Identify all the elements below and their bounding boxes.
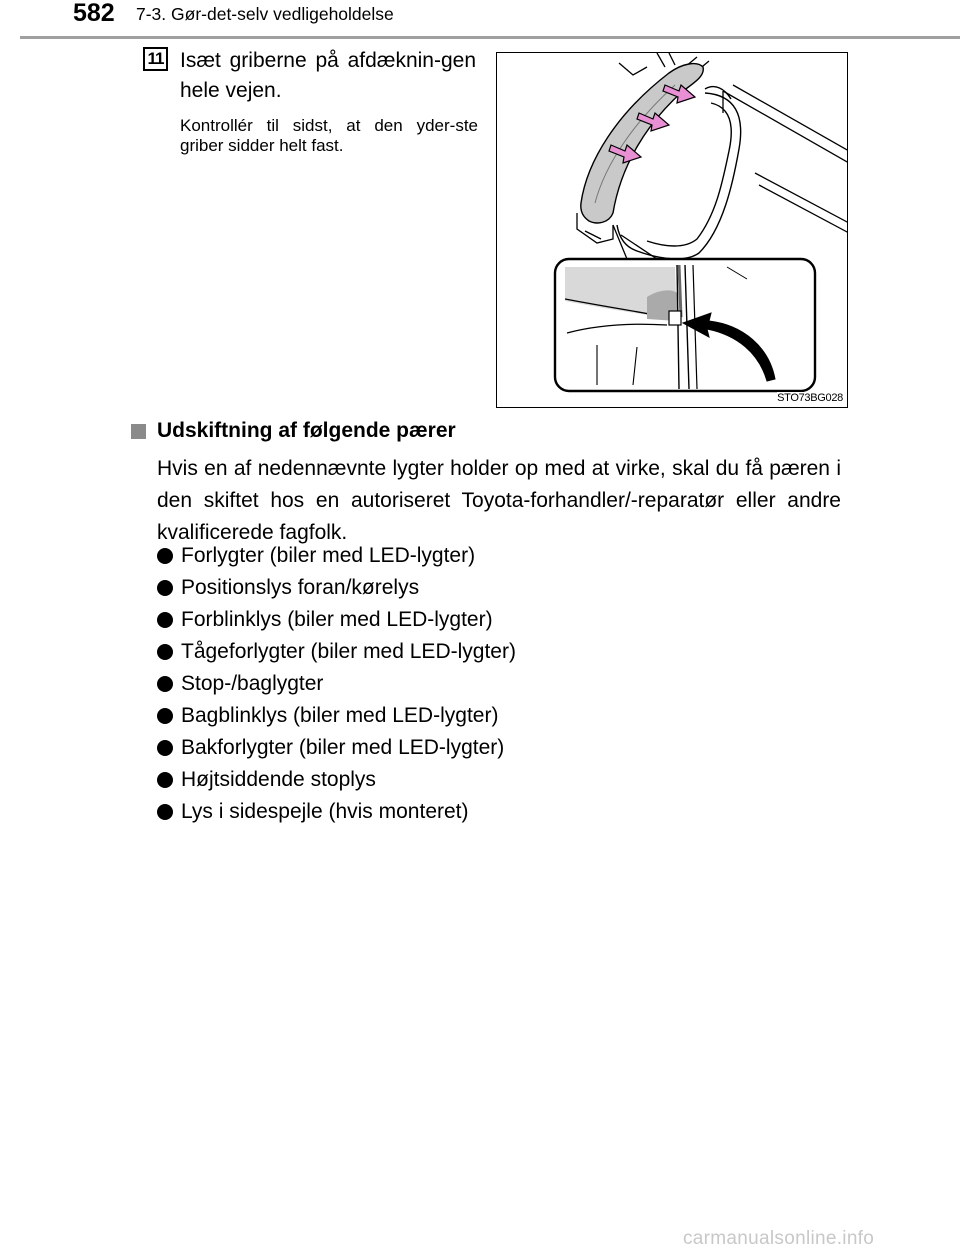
list-item-text: Lys i sidespejle (hvis monteret) — [181, 800, 469, 823]
header-rule — [20, 36, 960, 39]
bullet-dot-icon — [157, 612, 173, 628]
list-item-text: Bagblinklys (biler med LED-lygter) — [181, 704, 499, 727]
section-heading-text: Udskiftning af følgende pærer — [157, 419, 456, 442]
section-paragraph: Hvis en af nedennævnte lygter holder op med at virke, skal du få pæren i den skiftet hos en autoriseret Toyota-forhandler/-reparatør eller andre kvalificerede fagfolk. — [157, 457, 841, 544]
detail-inset — [555, 259, 815, 391]
mirror-cover-illustration — [496, 52, 848, 408]
bullet-dot-icon — [157, 644, 173, 660]
cover-strip — [581, 64, 703, 223]
bullet-dot-icon — [157, 772, 173, 788]
list-item — [157, 636, 516, 668]
list-item — [157, 604, 516, 636]
bullet-dot-icon — [157, 740, 173, 756]
list-item-text: Forlygter (biler med LED-lygter) — [181, 544, 476, 567]
list-item-text: Stop-/baglygter — [181, 672, 324, 695]
list-item-text: Tågeforlygter (biler med LED-lygter) — [181, 640, 516, 663]
watermark: carmanualsonline.info — [683, 1228, 875, 1249]
bullet-dot-icon — [157, 708, 173, 724]
list-item — [157, 732, 516, 764]
list-item — [157, 572, 516, 604]
list-item-text: Højtsiddende stoplys — [181, 768, 376, 791]
bullet-dot-icon — [157, 676, 173, 692]
list-item — [157, 700, 516, 732]
bullet-dot-icon — [157, 804, 173, 820]
bullet-dot-icon — [157, 548, 173, 564]
window-frame-lines — [619, 53, 848, 233]
list-item — [157, 796, 516, 828]
step-instruction: Isæt griberne på afdæknin-gen hele vejen. — [180, 49, 476, 102]
square-bullet-icon — [131, 424, 146, 439]
light-list — [157, 540, 516, 828]
list-item — [157, 668, 516, 700]
figure-code: STO73BG028 — [777, 392, 843, 404]
step-number-badge: 11 — [143, 47, 168, 71]
list-item — [157, 764, 516, 796]
list-item — [157, 540, 516, 572]
list-item-text: Bakforlygter (biler med LED-lygter) — [181, 736, 505, 759]
list-item-text: Positionslys foran/kørelys — [181, 576, 420, 599]
step-note: Kontrollér til sidst, at den yder-ste griber sidder helt fast. — [180, 116, 478, 155]
section-title: 7-3. Gør-det-selv vedligeholdelse — [136, 4, 394, 24]
bullet-dot-icon — [157, 580, 173, 596]
list-item-text: Forblinklys (biler med LED-lygter) — [181, 608, 493, 631]
page-number: 582 — [73, 0, 115, 27]
